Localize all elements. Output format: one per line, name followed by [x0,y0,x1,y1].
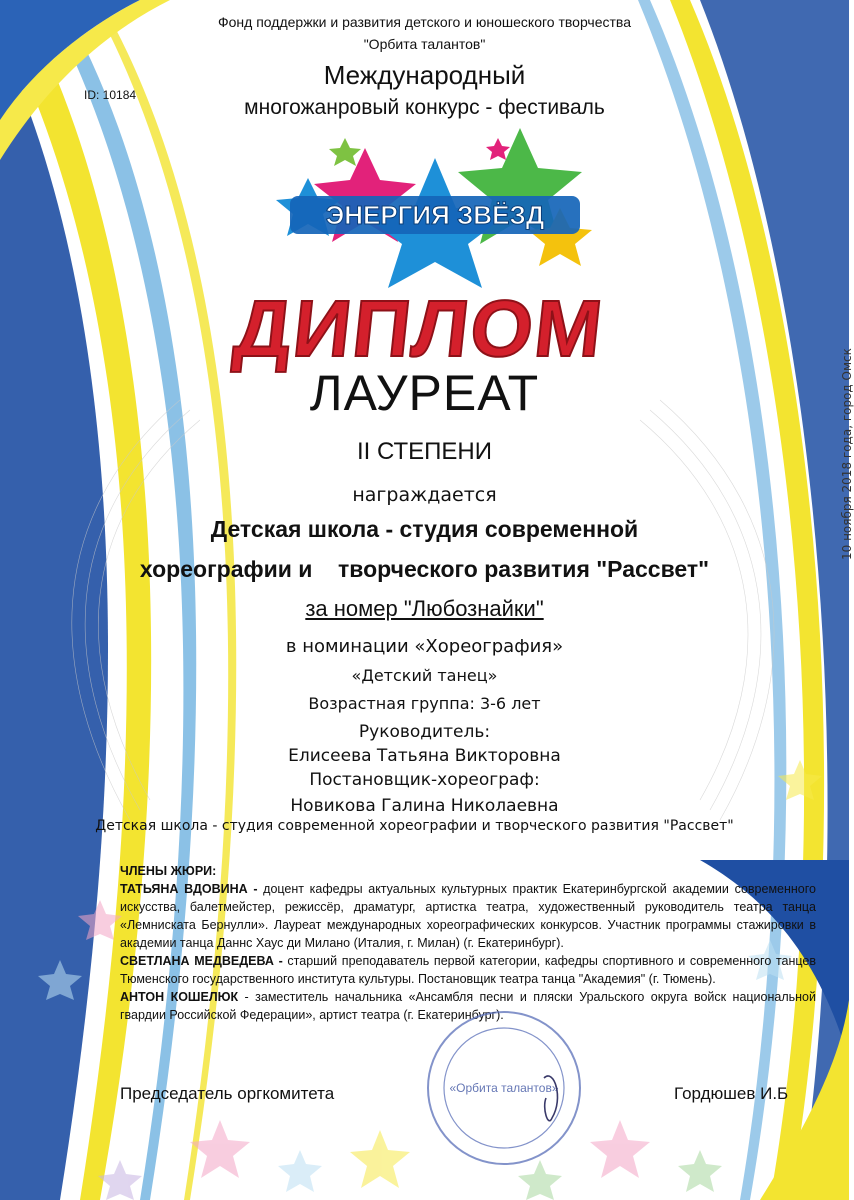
school-full-name: Детская школа - студия современной хореографии и творческого развития "Рассвет" [95,818,734,834]
chairman-name: Гордюшев И.Б [674,1084,789,1103]
choreographer-label: Постановщик-хореограф: [309,770,540,790]
choreographer-name: Новикова Галина Николаевна [290,796,559,816]
jury-member-2 [120,952,816,988]
degree-label: II СТЕПЕНИ [356,438,493,465]
awarded-label: награждается [352,484,497,506]
subnomination: «Детский танец» [351,666,498,685]
certificate-id: ID: 10184 [84,88,137,102]
logo-star-small-green [329,138,361,166]
festival-title-line-1: Международный [323,60,526,90]
logo-star-small-pink [486,138,510,160]
jury-member-3-name: АНТОН КОШЕЛЮК [120,990,239,1004]
logo-text: ЭНЕРГИЯ ЗВЁЗД [325,200,545,230]
recipient-line-1: Детская школа - студия современной [210,516,639,542]
diploma-title [0,282,849,373]
recipient-line-2: хореографии и творческого развития "Рассвет" [139,556,710,582]
age-group: Возрастная группа: 3-6 лет [308,694,541,713]
leader-label: Руководитель: [358,722,491,742]
jury-member-1-text: доцент кафедры актуальных культурных практик Екатеринбургской академии современного искусства, балетмейстер, режиссёр, драматург, артистка театра, художественный руководитель театра танца «Лемниската Бернулли». Лауреат международных хореографических конкурсов. Участник программы стажировки в академии танца Даннс Хаус ди Милано (Италия, г. Милан) (г. Екатеринбург). [120,882,816,950]
organizer-line-2: "Орбита талантов" [363,36,486,52]
chairman-label: Председатель оргкомитета [120,1084,335,1103]
nomination: в номинации «Хореография» [285,636,564,657]
organizer-line-1: Фонд поддержки и развития детского и юношеского творчества [218,14,631,30]
energy-stars-logo [270,128,600,288]
jury-section [120,862,816,1024]
performance-title-text: за номер "Любознайки" [305,596,544,621]
jury-member-3-text: - заместитель начальника «Ансамбля песни и пляски Уральского округа войск национальной гвардии Российской Федерации», артист театра (г. Екатеринбург). [120,990,816,1022]
jury-member-2-name: СВЕТЛАНА МЕДВЕДЕВА - [120,954,283,968]
stamp-text: «Орбита талантов» [449,1081,559,1095]
jury-title: ЧЛЕНЫ ЖЮРИ: [120,864,217,878]
festival-title-line-2: многожанровый конкурс - фестиваль [244,96,605,119]
leader-name: Елисеева Татьяна Викторовна [288,746,561,766]
jury-member-2-text: старший преподаватель первой категории, кафедры спортивного и современного танцев Тюменского государственного института культуры. Постановщик театра танца "Академия" (г. Тюмень). [120,954,816,986]
jury-member-1-name: ТАТЬЯНА ВДОВИНА - [120,882,258,896]
jury-member-1 [120,880,816,952]
laureate-title: ЛАУРЕАТ [309,365,540,421]
diploma-title-text: ДИПЛОМ [229,283,609,373]
official-stamp [424,1008,584,1168]
issue-date: 10 ноября 2018 года, город Омск [840,348,854,560]
performance-title [0,596,849,622]
